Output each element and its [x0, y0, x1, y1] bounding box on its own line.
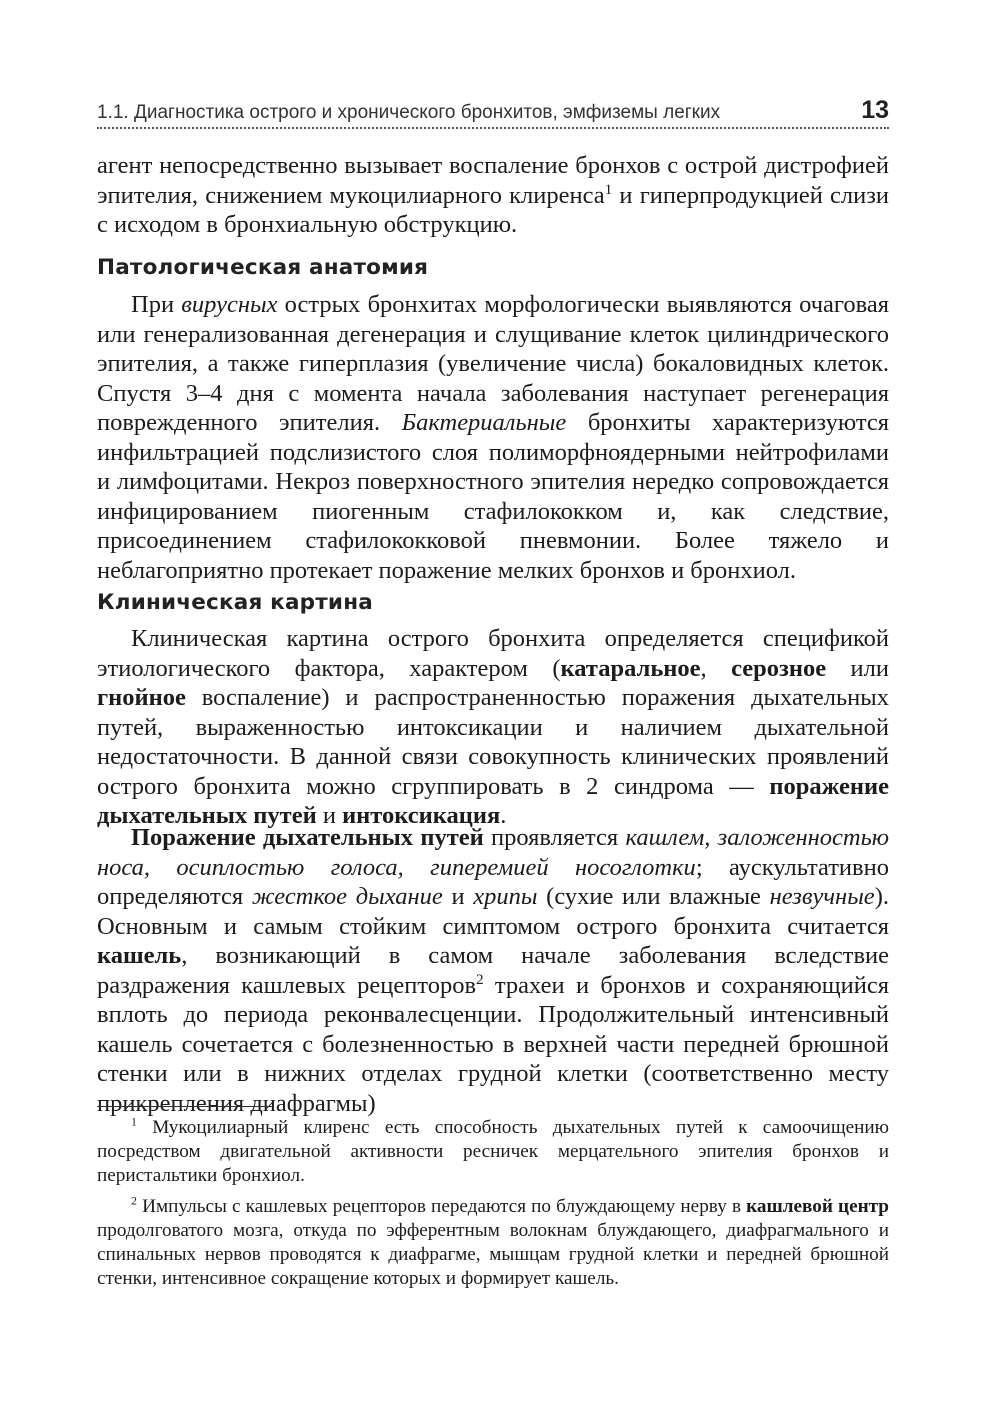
heading-pathological-anatomy: Патологическая анатомия: [97, 255, 429, 280]
dotted-rule: [97, 127, 889, 129]
clinical-paragraph-1: Клиническая картина острого бронхита определяется спецификой этиологического фактора, характером (катаральное, серозное или гнойное воспаление) и распространенностью поражения дыхательных путей, выраженностью интоксикации и наличием дыхательной недостаточности. В данной связи совокупность клинических проявлений острого бронхита можно сгруппировать в 2 синдрома — поражение дыхательных путей и интоксикация.: [97, 625, 890, 829]
heading-clinical-picture: Клиническая картина: [97, 590, 373, 615]
footnote-2: $^2$ Импульсы с кашлевых рецепторов передаются по блуждающему нерву в кашлевой центр продолговатого мозга, откуда по эфферентным волокнам блуждающего, диафрагмального и спинальных нервов проводятся к диафрагме, мышцам грудной клетки и передней брюшной стенки, интенсивное сокращение которых и формирует кашель.: [97, 1193, 889, 1289]
footnote-1: $^1$ Мукоцилиарный клиренс есть способность дыхательных путей к самоочищению посредством двигательной активности ресничек мерцательного эпителия бронхов и перистальтики бронхиол.: [97, 1114, 889, 1186]
footnote-separator: [97, 1106, 272, 1107]
page-number: 13: [861, 96, 889, 124]
intro-paragraph: агент непосредственно вызывает воспаление бронхов с острой дистрофией эпителия, снижением мукоцилиарного клиренса$^1$ и гиперпродукцией слизи с исходом в бронхиальную обструкцию.: [97, 152, 889, 238]
footnote-ref-1: 1: [604, 180, 613, 198]
clinical-paragraph-2: Поражение дыхательных путей проявляется кашлем, заложенностью носа, осиплостью голоса, гиперемией носоглотки; аускультативно определяются жесткое дыхание и хрипы (сухие или влажные незвучные). Основным и самым стойким симптомом острого бронхита считается кашель, возникающий в самом начале заболевания вследствие раздражения кашлевых рецепторов$^2$ трахеи и бронхов и сохраняющийся вплоть до периода реконвалесценции. Продолжительный интенсивный кашель сочетается с болезненностью в верхней части передней брюшной стенки или в нижних отделах грудной клетки (соответственно месту прикрепления диафрагмы): [97, 824, 889, 1117]
pathology-paragraph: При вирусных острых бронхитах морфологически выявляются очаговая или генерализованная дегенерация и слущивание клеток цилиндрического эпителия, а также гиперплазия (увеличение числа) бокаловидных клеток. Спустя 3–4 дня с момента начала заболевания наступает регенерация поврежденного эпителия. Бактериальные бронхиты характеризуются инфильтрацией подслизистого слоя полиморфноядерными нейтрофилами и лимфоцитами. Некроз поверхностного эпителия нередко сопровождается инфицированием пиогенным стафилококком и, как следствие, присоединением стафилококковой пневмонии. Более тяжело и неблагоприятно протекает поражение мелких бронхов и бронхиол.: [97, 291, 889, 584]
footnote-ref-2: 2: [476, 970, 484, 988]
running-title: 1.1. Диагностика острого и хронического бронхитов, эмфиземы легких: [97, 102, 721, 123]
running-head: [97, 96, 889, 130]
